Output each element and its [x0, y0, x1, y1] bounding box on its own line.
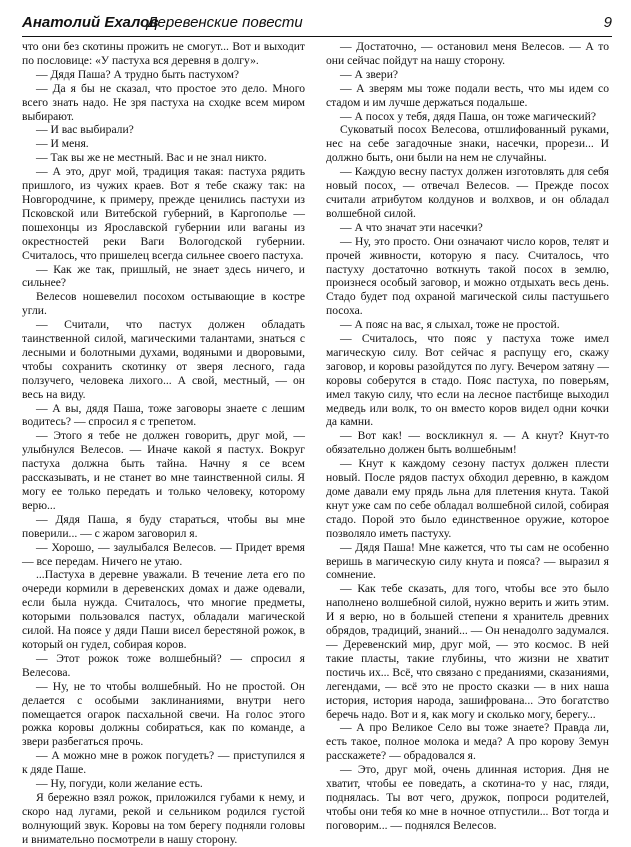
paragraph: — А вы, дядя Паша, тоже заговоры знаете с лешим водитесь? — спросил я с трепетом. — [22, 401, 305, 429]
paragraph: — Каждую весну пастух должен изготовлять для себя новый посох, — отвечал Велесов. — Прежде посох считали атрибутом колдунов и волхвов, и он обладал волшебной силой. — [326, 165, 609, 220]
paragraph: — А пояс на вас, я слыхал, тоже не простой. — [340, 318, 560, 332]
paragraph: ...Пастуха в деревне уважали. В течение лета его по очереди кормили в деревенских домах и даже одевали, если была нужда. Считалось, что многие предметы, которыми пользовался пастух, обладали магической силой. На поясе у дяди Паши висел берестяной рожок, в который он гудел, собирая коров. — [22, 568, 305, 651]
paragraph: — Вот как! — воскликнул я. — А кнут? Кнут-то обязательно должен быть волшебным! — [326, 429, 609, 457]
page-number: 9 — [603, 14, 612, 31]
paragraph: — Ну, погуди, коли желание есть. — [36, 777, 203, 791]
paragraph: Суковатый посох Велесова, отшлифованный руками, нес на себе загадочные знаки, насечки, прорези... И должно быть, они были на нем не случайны. — [326, 123, 609, 165]
paragraph: — А про Великое Село вы тоже знаете? Правда ли, есть такое, полное молока и меда? А про корову Земун расскажете? — обрадовался я. — [326, 721, 609, 763]
paragraph: — А что значат эти насечки? — [340, 220, 483, 234]
paragraph: — Хорошо, — заулыбался Велесов. — Придет время — все передам. Ничего не утаю. — [22, 540, 305, 568]
paragraph: — Дядя Паша, я буду стараться, чтобы вы мне поверили... — с жаром заговорил я. — [22, 512, 305, 540]
paragraph: — А это, друг мой, традиция такая: пастуха рядить пришлого, из чужих краев. Вот я тебе скажу так: на Новгородчине, к примеру, прежде ценились пастухи из Псковской или Витебской губерний, в Каргополье — пошехонцы из Ярославской губернии или ваганы из окрестностей реки Ваги Вологодской губернии. Считалось, что пришелец всегда сильнее своего пастуха. — [22, 165, 305, 262]
paragraph: — Как тебе сказать, для того, чтобы все это было наполнено волшебной силой, нужно верить и жить этим. И я верю, но в большей степени я хранитель древних обрядов, традиций, знаний... — Он ненадолго задумался. — Деревенский мир, друг мой, — это космос. В ней такие пласты, такие глубины, что жизни не хватит постичь их... Всё, что связано с преданиями, сказаниями, легендами, — всё это не просто сказки — в них наша история, история народа, зашифрована... Это богатство беречь надо. Вот и я, как могу и сколько могу, берегу... — [326, 582, 609, 721]
paragraph: — Дядя Паша! Мне кажется, что ты сам не особенно веришь в магическую силу кнута и пояса? — выразил я сомнение. — [326, 540, 609, 582]
paragraph: что они без скотины прожить не смогут... Вот и выходит по пословице: «У пастуха вся деревня в долгу». — [22, 40, 305, 67]
paragraph: — Да я бы не сказал, что простое это дело. Много всего знать надо. Не зря пастуха на сходке всем миром выбирают. — [22, 81, 305, 123]
right-column — [326, 40, 609, 833]
paragraph: — Ну, не то чтобы волшебный. Но не простой. Он делается с особыми заклинаниями, внутри него помещается огарок пасхальной свечи. На голос этого рожка коровы должны собираться, как по команде, а звери разбегаться прочь. — [22, 679, 305, 749]
paragraph: — А посох у тебя, дядя Паша, он тоже магический? — [340, 109, 596, 123]
header-author: Анатолий Ехалов — [22, 14, 159, 31]
paragraph: — И вас выбирали? — [36, 123, 134, 137]
left-column — [22, 40, 305, 847]
header-series-title: Деревенские повести — [147, 14, 303, 31]
paragraph: — Это, друг мой, очень длинная история. Дня не хватит, чтобы ее поведать, а скотина-то у нас, гляди, поднялась. Ты вот чего, дружок, попроси родителей, чтобы они тебя ко мне в ночное отпустили... Вот тогда и поговорим... — поднялся Велесов. — [326, 763, 609, 832]
paragraph: Я бережно взял рожок, приложился губами к нему, и скоро над лугами, рекой и сельником родился густой волнующий звук. Коровы на том берегу подняли головы и внимательно посмотрели в нашу сторону. — [22, 790, 305, 846]
paragraph: — А звери? — [340, 67, 399, 81]
paragraph: — Этого я тебе не должен говорить, друг мой, — улыбнулся Велесов. — Иначе какой я пастух. Вокруг пастуха должна быть тайна. Начну я се всем рассказывать, и не станет во мне таинственной силы. Я могу ее только передать и только человеку, которому верю... — [22, 429, 305, 512]
paragraph: — Этот рожок тоже волшебный? — спросил я Велесова. — [22, 651, 305, 679]
running-header — [22, 12, 612, 34]
paragraph: — Как же так, пришлый, не знает здесь ничего, и сильнее? — [22, 262, 305, 290]
paragraph: — А зверям мы тоже подали весть, что мы идем со стадом и им лучше держаться подальше. — [326, 81, 609, 109]
paragraph: — Кнут к каждому сезону пастух должен плести новый. После рядов пастух обходил деревню, в каждом доме давали ему прядь льна для плетения кнута. Такой кнут уже сам по себе обладал волшебной силой, собирая стадо. Порой это было единственное оружие, которое позволяло иметь пастуху. — [326, 457, 609, 540]
paragraph: — А можно мне в рожок погудеть? — приступился я к дяде Паше. — [22, 749, 305, 777]
paragraph: Велесов ношевелил посохом остывающие в костре угли. — [22, 290, 305, 318]
header-rule — [22, 36, 612, 37]
paragraph: — Достаточно, — остановил меня Велесов. — А то они сейчас пойдут на нашу сторону. — [326, 40, 609, 67]
paragraph: — Так вы же не местный. Вас и не знал никто. — [36, 151, 267, 165]
paragraph: — Дядя Паша? А трудно быть пастухом? — [36, 67, 240, 81]
paragraph: — Считали, что пастух должен обладать таинственной силой, магическими талантами, знаться с лесными и болотными духами, водяными и дворовыми, чтобы сохранить скотинку от зверя лесного, гада ползучего, человека лихого... А свой, местный, — он весь на виду. — [22, 318, 305, 401]
paragraph: — Считалось, что пояс у пастуха тоже имел магическую силу. Вот сейчас я распущу его, скажу заговор, и коровы разойдутся по лугу. Вечером затяну — коровы соберутся в стадо. Пояс пастуха, по поверьям, имел такую силу, что если на лесное пастбище выходил медведь или волк, то он вместо коров видел одни кочки да камни. — [326, 332, 609, 429]
paragraph: — Ну, это просто. Они означают число коров, телят и прочей живности, которую я пасу. Считалось, что пастуху достаточно воткнуть такой посох в землю, произнеся особый заговор, и можно отдыхать весь день. Стадо будет под охраной магической силы пастушьего посоха. — [326, 234, 609, 318]
paragraph: — И меня. — [36, 137, 89, 151]
